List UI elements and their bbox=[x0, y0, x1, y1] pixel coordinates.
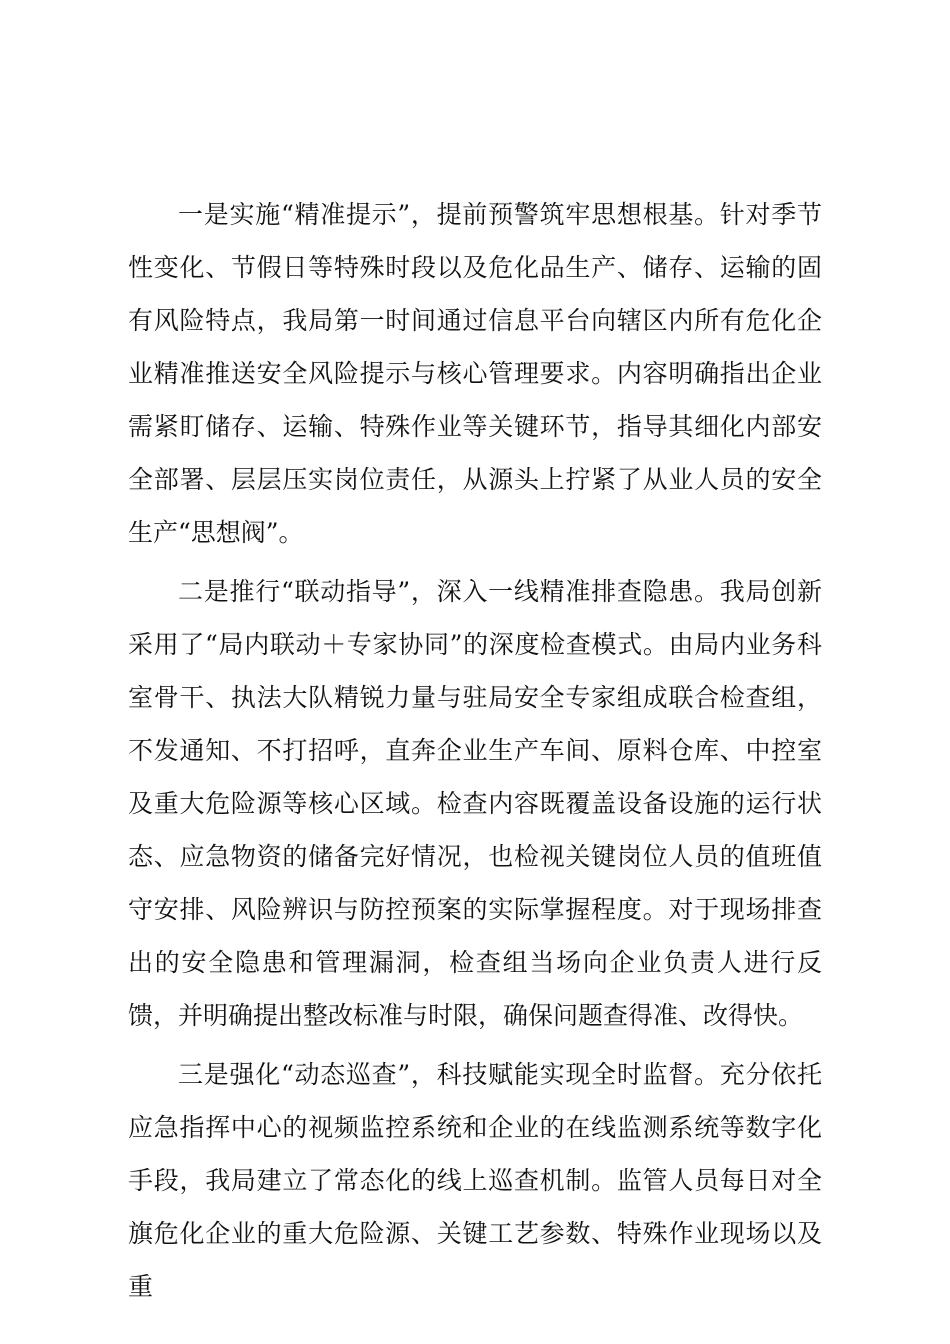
paragraph-2: 二是推行“联动指导”，深入一线精准排查隐患。我局创新采用了“局内联动＋专家协同”的深度检查模式。由局内业务科室骨干、执法大队精锐力量与驻局安全专家组成联合检查组，不发通知、不打招呼，直奔企业生产车间、原料仓库、中控室及重大危险源等核心区域。检查内容既覆盖设备设施的运行状态、应急物资的储备完好情况，也检视关键岗位人员的值班值守安排、风险辨识与防控预案的实际掌握程度。对于现场排查出的安全隐患和管理漏洞，检查组当场向企业负责人进行反馈，并明确提出整改标准与时限，确保问题查得准、改得快。 bbox=[128, 577, 822, 1030]
paragraph-1: 一是实施“精准提示”，提前预警筑牢思想根基。针对季节性变化、节假日等特殊时段以及危化品生产、储存、运输的固有风险特点，我局第一时间通过信息平台向辖区内所有危化企业精准推送安全风险提示与核心管理要求。内容明确指出企业需紧盯储存、运输、特殊作业等关键环节，指导其细化内部安全部署、层层压实岗位责任，从源头上拧紧了从业人员的安全生产“思想阀”。 bbox=[128, 200, 822, 547]
document-body bbox=[128, 188, 822, 1313]
paragraph-3: 三是强化“动态巡查”，科技赋能实现全时监督。充分依托应急指挥中心的视频监控系统和企业的在线监测系统等数字化手段，我局建立了常态化的线上巡查机制。监管人员每日对全旗危化企业的重大危险源、关键工艺参数、特殊作业现场以及重 bbox=[128, 1060, 822, 1301]
